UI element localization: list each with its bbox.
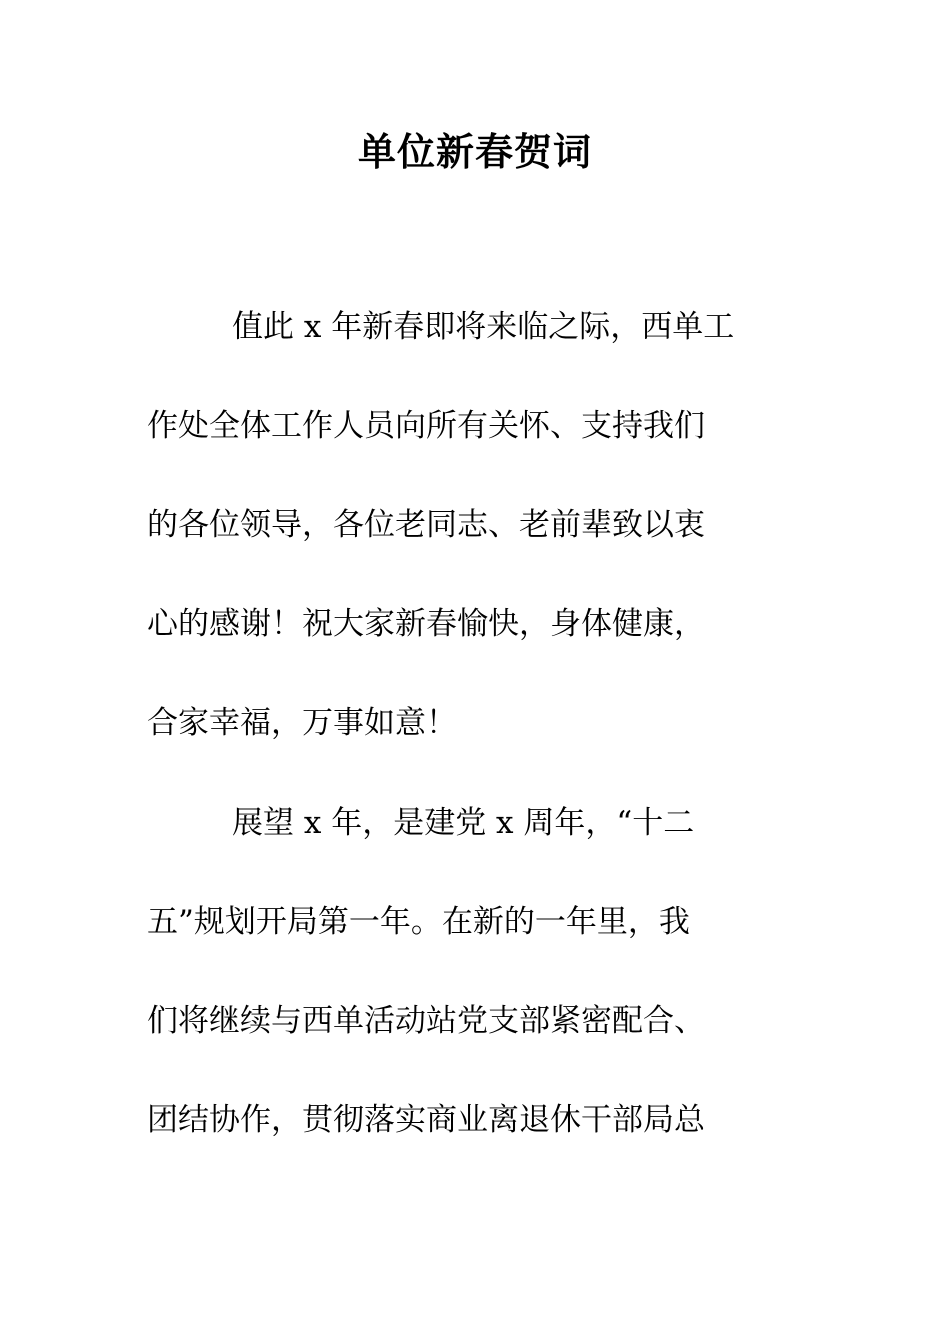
- paragraph-line: 心的感谢！祝大家新春愉快，身体健康，: [147, 606, 705, 642]
- paragraph-line: 合家幸福，万事如意！: [147, 705, 457, 741]
- paragraph-line: 们将继续与西单活动站党支部紧密配合、: [147, 1003, 705, 1039]
- paragraph-line: 的各位领导，各位老同志、老前辈致以衷: [147, 507, 705, 543]
- paragraph-line: 值此 x 年新春即将来临之际，西单工: [232, 309, 735, 345]
- document-title: 单位新春贺词: [357, 129, 592, 174]
- paragraph-line: 作处全体工作人员向所有关怀、支持我们: [147, 408, 705, 444]
- paragraph-line: 五”规划开局第一年。在新的一年里，我: [147, 904, 690, 940]
- paragraph-line: 团结协作，贯彻落实商业离退休干部局总: [147, 1102, 705, 1138]
- paragraph-line: 展望 x 年，是建党 x 周年，“十二: [232, 805, 695, 841]
